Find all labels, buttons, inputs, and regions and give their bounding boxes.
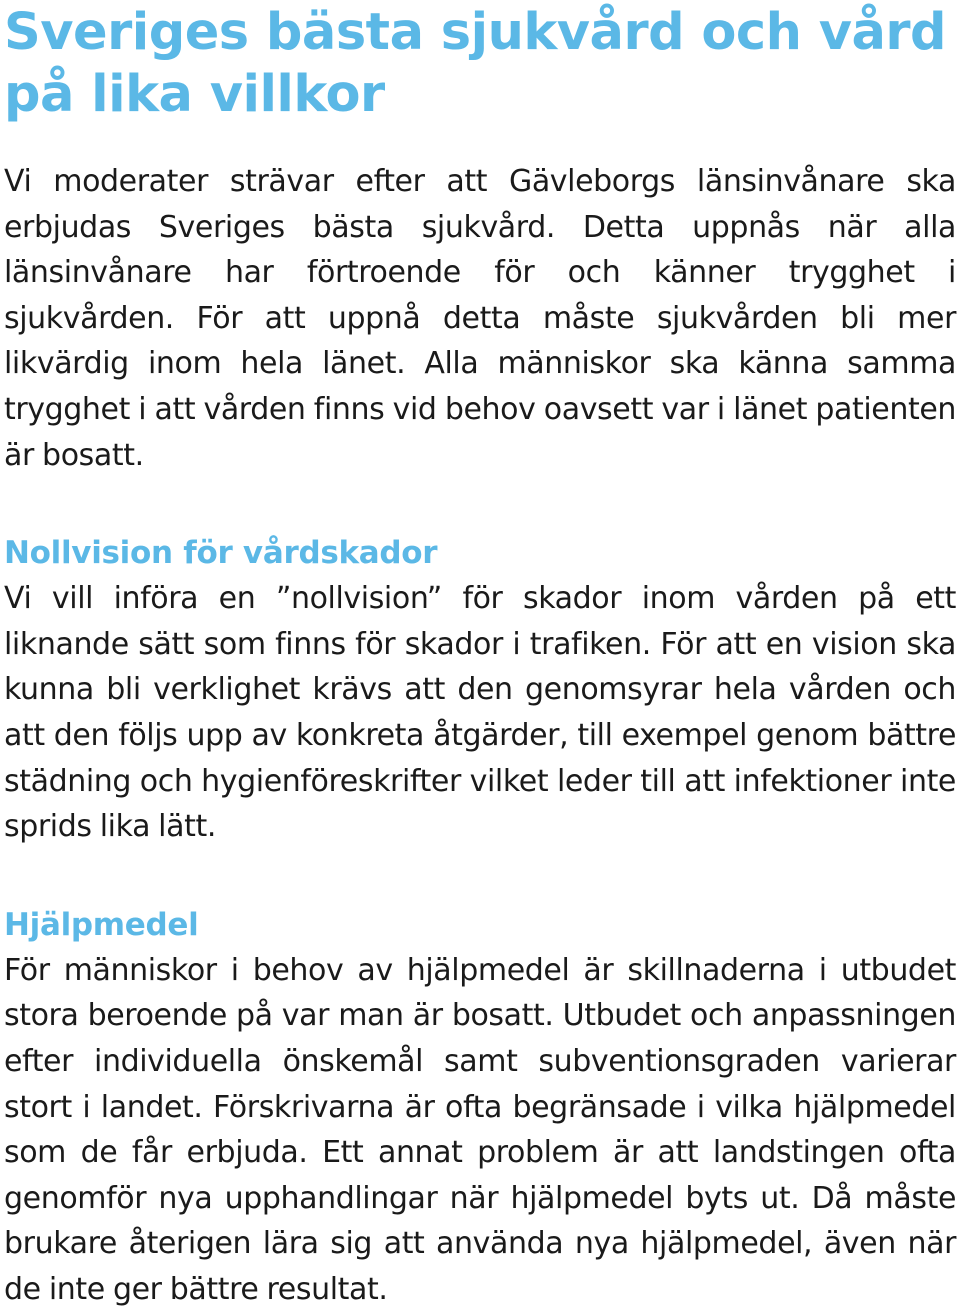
section-body-hjalpmedel: För människor i behov av hjälpmedel är skillnaderna i utbudet stora beroende på var man är bosatt. Utbudet och anpassningen efter individuella önskemål samt subventionsgraden varierar stort i landet. Förskrivarna är ofta begränsade i vilka hjälpmedel som de får erbjuda. Ett annat problem är att landstingen ofta genomför nya upphandlingar när hjälpmedel byts ut. Då måste brukare återigen lära sig att använda nya hjälpmedel, även när de inte ger bättre resultat. — [4, 952, 956, 1307]
section-heading-hjalpmedel: Hjälpmedel — [4, 906, 199, 943]
intro-paragraph: Vi moderater strävar efter att Gävleborgs länsinvånare ska erbjudas Sveriges bästa sjukvård. Detta uppnås när alla länsinvånare har förtroende för och känner trygghet i sjukvården. För att uppnå detta måste sjukvården bli mer likvärdig inom hela länet. Alla människor ska känna samma trygghet i att vården finns vid behov oavsett var i länet patienten är bosatt. — [4, 164, 956, 473]
section-heading-nollvision: Nollvision för vårdskador — [4, 535, 438, 572]
document-page — [4, 0, 956, 1312]
page-title: Sveriges bästa sjukvård och vård på lika villkor — [4, 3, 947, 124]
section-body-nollvision: Vi vill införa en ”nollvision” för skador inom vården på ett liknande sätt som finns för skador i trafiken. För att en vision ska kunna bli verklighet krävs att den genomsyrar hela vården och att den följs upp av konkreta åtgärder, till exempel genom bättre städning och hygienföreskrifter vilket leder till att infektioner inte sprids lika lätt. — [4, 581, 956, 845]
